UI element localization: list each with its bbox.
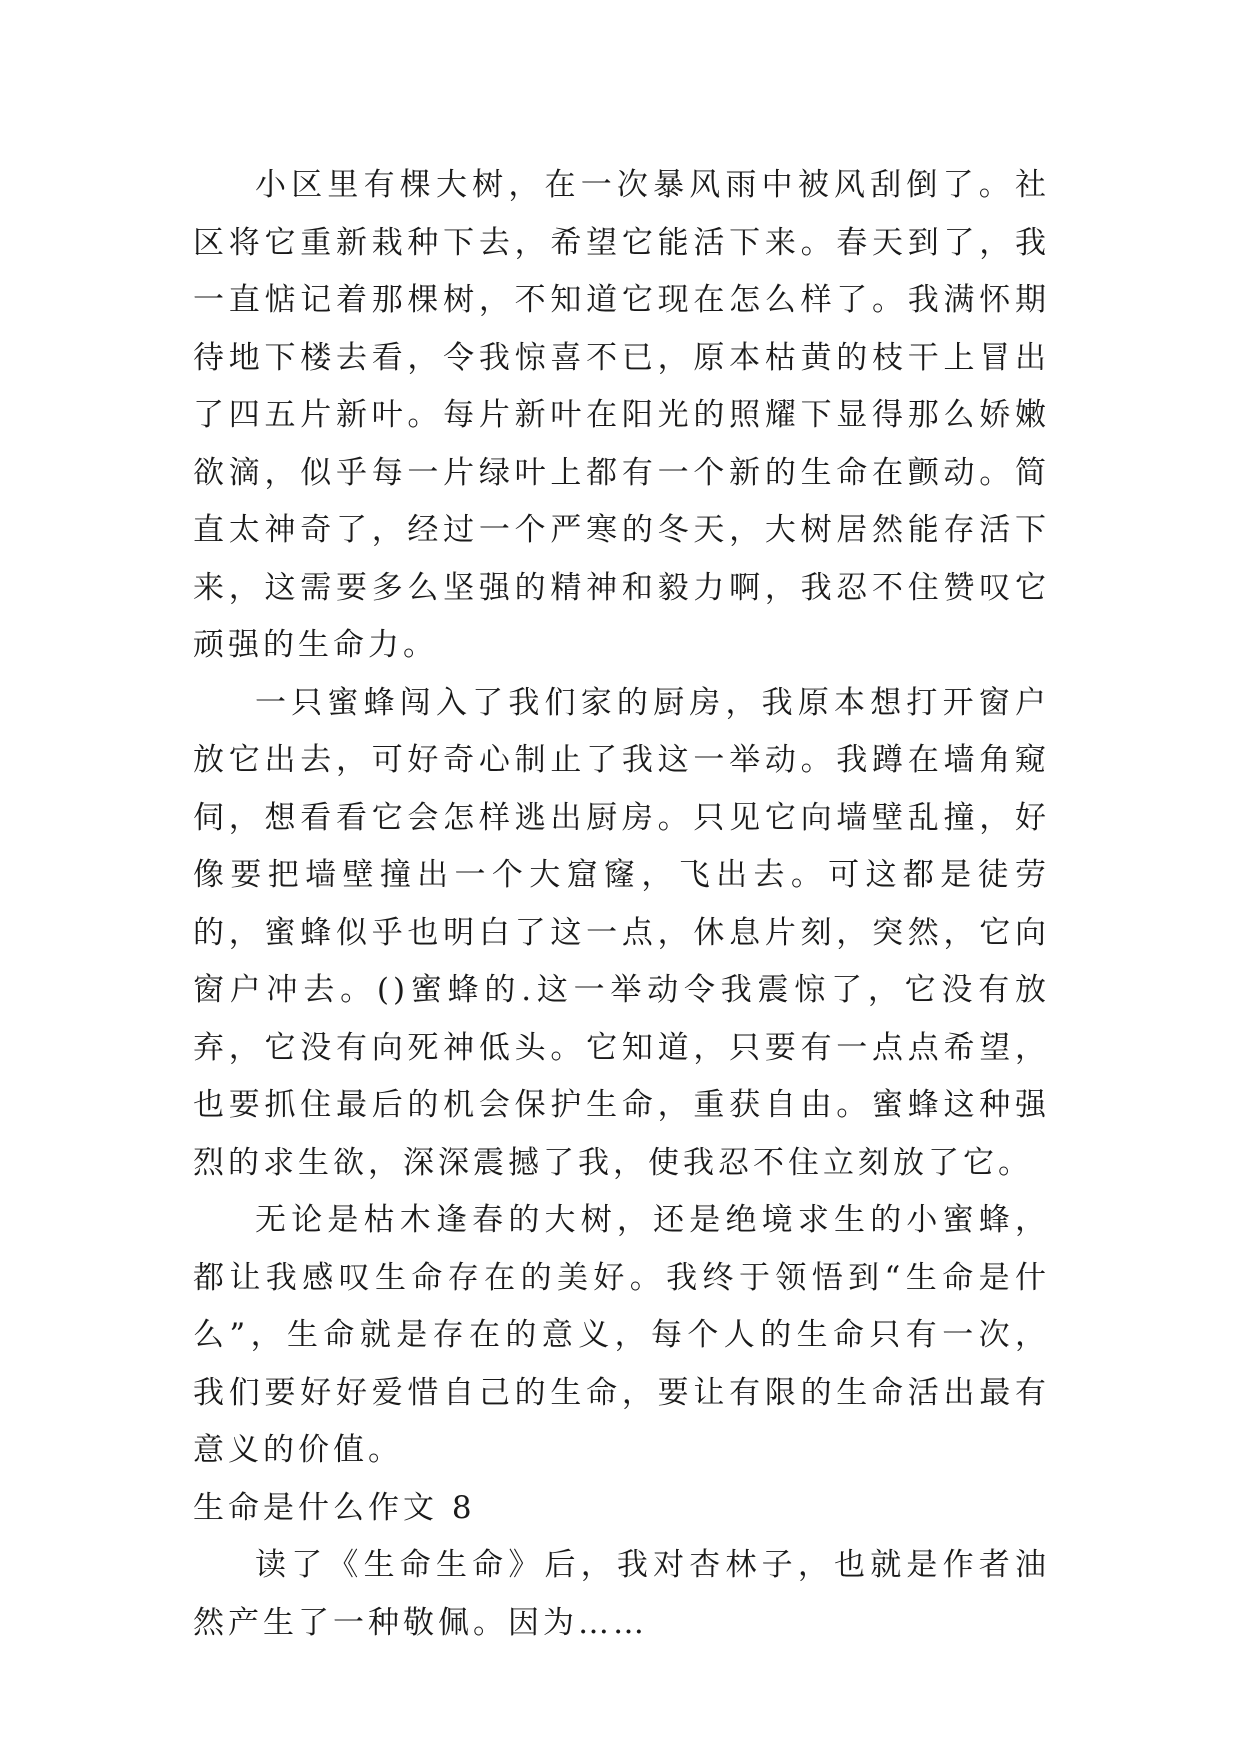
paragraph-conclusion: 无论是枯木逢春的大树，还是绝境求生的小蜜蜂，都让我感叹生命存在的美好。我终于领悟到“生命是什么”，生命就是存在的意义，每个人的生命只有一次，我们要好好爱惜自己的生命，要让有限的生命活出最有意义的价值。 <box>193 1202 1050 1468</box>
paragraph-tree: 小区里有棵大树，在一次暴风雨中被风刮倒了。社区将它重新栽种下去，希望它能活下来。春天到了，我一直惦记着那棵树，不知道它现在怎么样了。我满怀期待地下楼去看，令我惊喜不已，原本枯黄的枝干上冒出了四五片新叶。每片新叶在阳光的照耀下显得那么娇嫩欲滴，似乎每一片绿叶上都有一个新的生命在颤动。简直太神奇了，经过一个严寒的冬天，大树居然能存活下来，这需要多么坚强的精神和毅力啊，我忍不住赞叹它顽强的生命力。 <box>193 167 1050 663</box>
paragraph-next-essay: 读了《生命生命》后，我对杏林子，也就是作者油然产生了一种敬佩。因为…… <box>193 1547 1050 1641</box>
section-heading: 生命是什么作文 8 <box>193 1489 476 1526</box>
document-body <box>193 157 1050 1652</box>
paragraph-bee: 一只蜜蜂闯入了我们家的厨房，我原本想打开窗户放它出去，可好奇心制止了我这一举动。我蹲在墙角窥伺，想看看它会怎样逃出厨房。只见它向墙壁乱撞，好像要把墙壁撞出一个大窟窿，飞出去。可这都是徒劳的，蜜蜂似乎也明白了这一点，休息片刻，突然，它向窗户冲去。()蜜蜂的.这一举动令我震惊了，它没有放弃，它没有向死神低头。它知道，只要有一点点希望，也要抓住最后的机会保护生命，重获自由。蜜蜂这种强烈的求生欲，深深震撼了我，使我忍不住立刻放了它。 <box>193 684 1050 1181</box>
